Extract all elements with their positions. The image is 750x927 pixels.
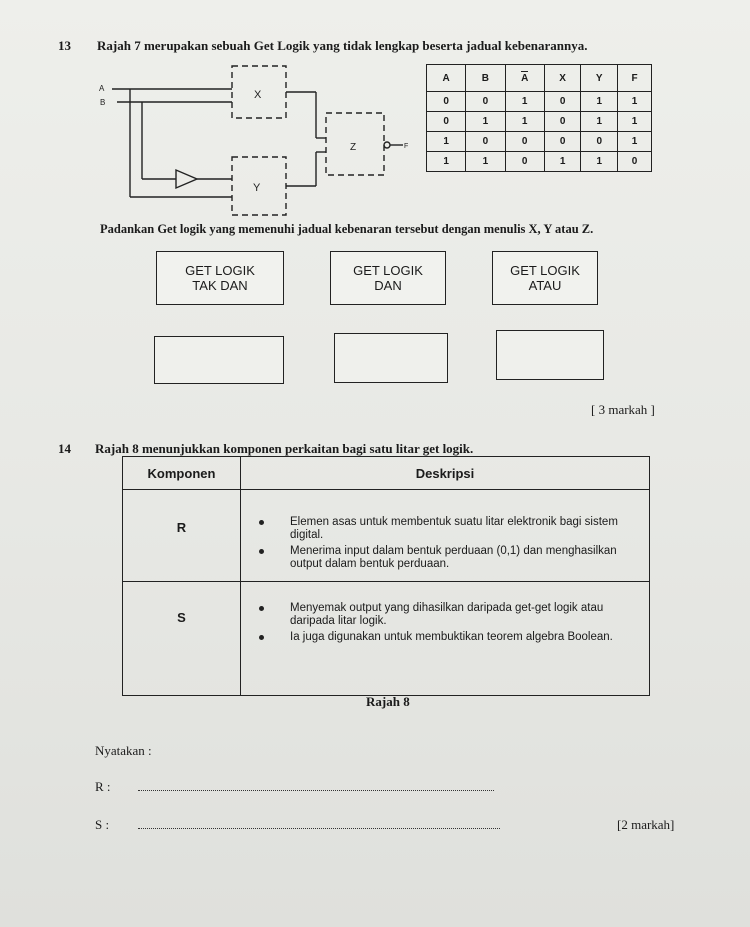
tt-cell: 0 [544, 112, 581, 132]
tt-cell: 1 [618, 132, 652, 152]
tt-cell: 0 [505, 132, 544, 152]
list-item: Menyemak output yang dihasilkan daripada get-get logik atau daripada litar logik. [242, 602, 648, 628]
gate-option-and-line2: DAN [374, 278, 402, 293]
component-r: R [123, 490, 241, 582]
header-deskripsi: Deskripsi [241, 457, 650, 490]
tt-header-a-bar [505, 65, 544, 92]
tt-cell: 1 [505, 112, 544, 132]
label-gate-y: Y [253, 182, 261, 194]
tt-cell: 0 [505, 152, 544, 172]
question-13-marks: [ 3 markah ] [591, 402, 655, 417]
tt-cell: 1 [618, 92, 652, 112]
description-r [241, 490, 650, 582]
tt-cell: 1 [466, 152, 505, 172]
list-item-text: Ia juga digunakan untuk membuktikan teorem algebra Boolean. [290, 631, 613, 643]
tt-cell: 1 [618, 112, 652, 132]
gate-option-or-line2: ATAU [528, 278, 562, 293]
component-table-header [123, 457, 650, 490]
table-row [427, 92, 652, 112]
question-13-instruction: Padankan Get logik yang memenuhi jadual kebenaran tersebut dengan menulis X, Y atau Z. [100, 222, 594, 236]
gate-option-and-line1: GET LOGIK [353, 263, 423, 278]
header-komponen: Komponen [123, 457, 241, 490]
label-a: A [99, 84, 105, 93]
gate-option-nand-line1: GET LOGIK [185, 263, 255, 278]
label-output-f: F [404, 143, 409, 150]
tt-header-b: B [466, 65, 505, 92]
logic-gate-diagram [90, 60, 420, 220]
table-row [123, 490, 650, 582]
description-s [241, 582, 650, 696]
component-table [122, 456, 650, 696]
tt-cell: 0 [466, 132, 505, 152]
table-row [427, 132, 652, 152]
gate-option-or-line1: GET LOGIK [510, 263, 580, 278]
figure-8-caption: Rajah 8 [366, 694, 410, 709]
question-14-intro: Rajah 8 menunjukkan komponen perkaitan bagi satu litar get logik. [95, 441, 474, 456]
tt-cell: 1 [466, 112, 505, 132]
answer-s-line[interactable] [138, 828, 500, 829]
list-item: Elemen asas untuk membentuk suatu litar elektronik bagi sistem digital. [242, 516, 648, 542]
question-13-intro: Rajah 7 merupakan sebuah Get Logik yang tidak lengkap beserta jadual kebenarannya. [97, 38, 588, 53]
list-item [242, 631, 648, 644]
tt-cell: 1 [581, 112, 618, 132]
truth-table-header-row [427, 65, 652, 92]
tt-cell: 0 [427, 92, 466, 112]
answer-s-label: S : [95, 817, 110, 832]
question-14-marks: [2 markah] [617, 817, 675, 832]
tt-header-y: Y [581, 65, 618, 92]
tt-cell: 0 [581, 132, 618, 152]
tt-cell: 1 [427, 132, 466, 152]
tt-cell: 0 [427, 112, 466, 132]
description-r-list [242, 516, 648, 571]
tt-cell: 0 [544, 132, 581, 152]
question-14-number: 14 [58, 441, 71, 456]
not-gate-symbol [176, 170, 197, 188]
tt-header-f: F [618, 65, 652, 92]
table-row [123, 582, 650, 696]
tt-cell: 0 [544, 92, 581, 112]
answer-box-and[interactable] [334, 333, 448, 383]
output-bubble [384, 142, 390, 148]
answer-r-line[interactable] [138, 790, 494, 791]
gate-option-nand-line2: TAK DAN [192, 278, 248, 293]
answer-box-or[interactable] [496, 330, 604, 380]
tt-cell: 1 [544, 152, 581, 172]
list-item: Menerima input dalam bentuk perduaan (0,1) dan menghasilkan output dalam bentuk perduaan. [242, 545, 648, 571]
answer-box-nand[interactable] [154, 336, 284, 384]
label-b: B [100, 98, 106, 107]
gate-option-nand [156, 251, 284, 305]
tt-cell: 1 [427, 152, 466, 172]
component-s: S [123, 582, 241, 696]
tt-cell: 0 [466, 92, 505, 112]
table-row [427, 112, 652, 132]
truth-table [426, 64, 652, 172]
tt-header-a-bar-text: A [521, 72, 529, 84]
question-13-number: 13 [58, 38, 71, 53]
label-gate-z: Z [350, 142, 357, 153]
table-row [427, 152, 652, 172]
gate-option-and [330, 251, 446, 305]
question-14-prompt: Nyatakan : [95, 743, 152, 758]
tt-header-a: A [427, 65, 466, 92]
description-s-list [242, 602, 648, 644]
answer-r-label: R : [95, 779, 111, 794]
tt-cell: 0 [618, 152, 652, 172]
tt-cell: 1 [581, 152, 618, 172]
gate-option-or [492, 251, 598, 305]
label-gate-x: X [254, 89, 262, 101]
tt-cell: 1 [505, 92, 544, 112]
tt-header-x: X [544, 65, 581, 92]
tt-cell: 1 [581, 92, 618, 112]
